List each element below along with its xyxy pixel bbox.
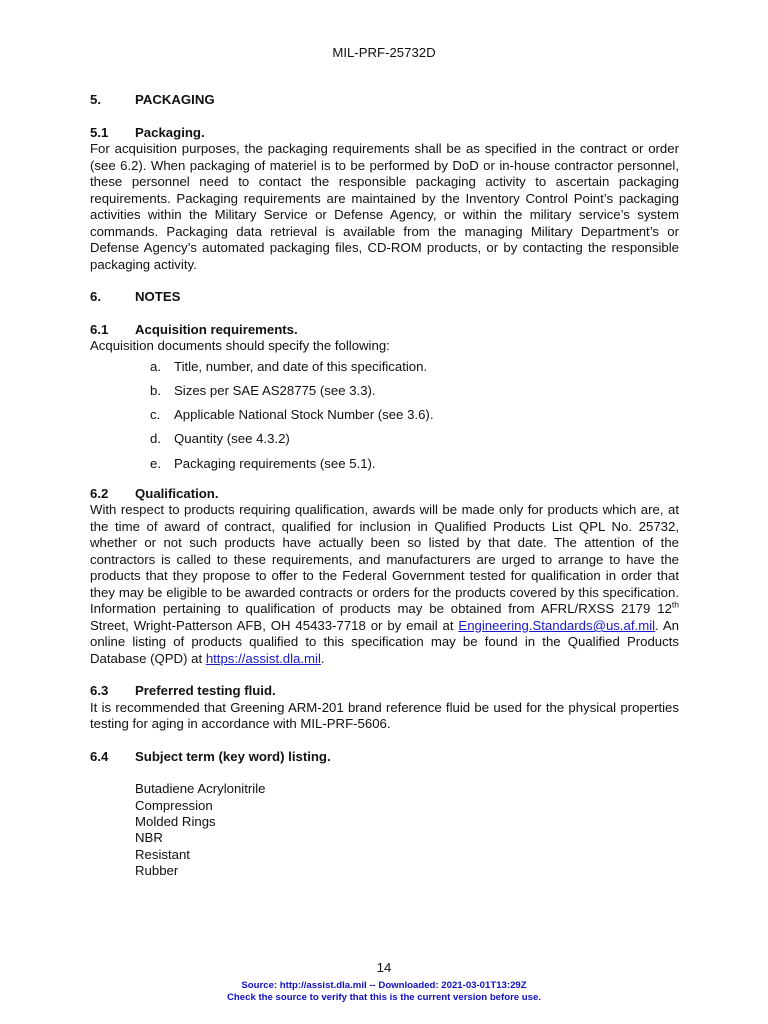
paragraph-text: Street, Wright-Patterson AFB, OH 45433-7718 or by email at <box>90 617 459 633</box>
list-item-text: Applicable National Stock Number (see 3.6). <box>174 407 434 423</box>
section-5-heading <box>90 92 679 109</box>
list-item-letter: a. <box>150 358 161 374</box>
section-number: 6.4 <box>90 748 109 764</box>
keyword-item: NBR <box>135 830 163 846</box>
list-item-text: Quantity (see 4.3.2) <box>174 431 290 447</box>
list-item <box>90 452 679 476</box>
section-number: 5.1 <box>90 124 109 140</box>
section-title: Acquisition requirements. <box>135 321 298 337</box>
section-6-3-heading <box>90 683 679 700</box>
keyword-item: Butadiene Acrylonitrile <box>135 781 266 797</box>
list-item-letter: e. <box>150 455 161 471</box>
section-number: 6. <box>90 289 101 304</box>
section-number: 6.1 <box>90 321 109 337</box>
keyword-item: Compression <box>135 797 213 813</box>
section-number: 5. <box>90 92 101 107</box>
paragraph-text: . An online listing of products qualified to this specification may be found in the Qualified Products Database (QPD) at <box>90 617 680 666</box>
page-number: 14 <box>376 960 392 975</box>
list-item-text: Title, number, and date of this specification. <box>174 358 428 374</box>
section-6-heading <box>90 289 679 306</box>
keyword-item: Rubber <box>135 862 179 878</box>
section-title: Qualification. <box>135 485 219 501</box>
section-5-1-heading <box>90 125 679 142</box>
source-footer <box>0 980 768 1004</box>
section-5-1-paragraph: For acquisition purposes, the packaging requirements shall be as specified in the contract or order (see 6.2). When packaging of materiel is to be performed by DoD or in-house contractor personnel, these personnel need to contact the responsible packaging activity to ascertain packaging requirements. Packaging requirements are maintained by the Inventory Control Point’s packaging activities within the Military Service or Defense Agency, or within the military service’s system commands. Packaging data retrieval is available from the managing Military Department’s or Defense Agency’s automated packaging files, CD-ROM products, or by contacting the responsible packaging activity. <box>90 141 679 272</box>
section-6-2-heading <box>90 486 679 503</box>
section-number: 6.2 <box>90 485 109 501</box>
section-6-1-intro: Acquisition documents should specify the following: <box>90 338 390 353</box>
section-number: 6.3 <box>90 683 109 699</box>
keyword-item: Resistant <box>135 846 190 862</box>
section-6-2-paragraph <box>90 502 679 667</box>
source-line: Source: http://assist.dla.mil -- Downloaded: 2021-03-01T13:29Z <box>241 980 527 991</box>
section-6-4-heading <box>90 749 679 766</box>
section-title: NOTES <box>135 289 181 304</box>
section-6-1-heading <box>90 322 679 339</box>
document-id-header: MIL-PRF-25732D <box>332 45 436 60</box>
document-body <box>90 92 679 879</box>
section-title: Preferred testing fluid. <box>135 683 276 699</box>
section-title: Packaging. <box>135 124 205 140</box>
list-item <box>90 355 679 379</box>
superscript-ordinal: th <box>671 600 679 611</box>
acquisition-requirements-list <box>90 355 679 476</box>
list-item-text: Sizes per SAE AS28775 (see 3.3). <box>174 382 376 398</box>
email-link[interactable]: Engineering.Standards@us.af.mil <box>458 617 656 633</box>
paragraph-text: With respect to products requiring qualification, awards will be made only for products which are, at the time of award of contract, qualified for inclusion in Qualified Products List QPL No. 25732, whether or not such products have actually been so listed by that date. The attention of the contractors is called to these requirements, and manufacturers are urged to arrange to have the products that they propose to offer to the Federal Government tested for qualification in order that they may be eligible to be awarded contracts or orders for the products covered by this specification. Information pertaining to qualification of products may be obtained from AFRL/RXSS 2179 12 <box>90 502 679 617</box>
list-item-text: Packaging requirements (see 5.1). <box>174 455 376 471</box>
list-item <box>90 379 679 403</box>
list-item <box>90 427 679 451</box>
section-title: Subject term (key word) listing. <box>135 748 331 764</box>
list-item-letter: d. <box>150 431 161 447</box>
section-title: PACKAGING <box>135 92 215 107</box>
list-item-letter: b. <box>150 382 161 398</box>
paragraph-text: . <box>320 650 325 666</box>
keyword-list <box>135 781 679 879</box>
source-disclaimer: Check the source to verify that this is the current version before use. <box>226 992 542 1003</box>
list-item-letter: c. <box>150 407 161 423</box>
assist-url-link[interactable]: https://assist.dla.mil <box>205 650 321 666</box>
keyword-item: Molded Rings <box>135 814 216 830</box>
list-item <box>90 403 679 427</box>
section-6-3-paragraph: It is recommended that Greening ARM-201 brand reference fluid be used for the physical properties testing for aging in accordance with MIL-PRF-5606. <box>90 699 679 732</box>
